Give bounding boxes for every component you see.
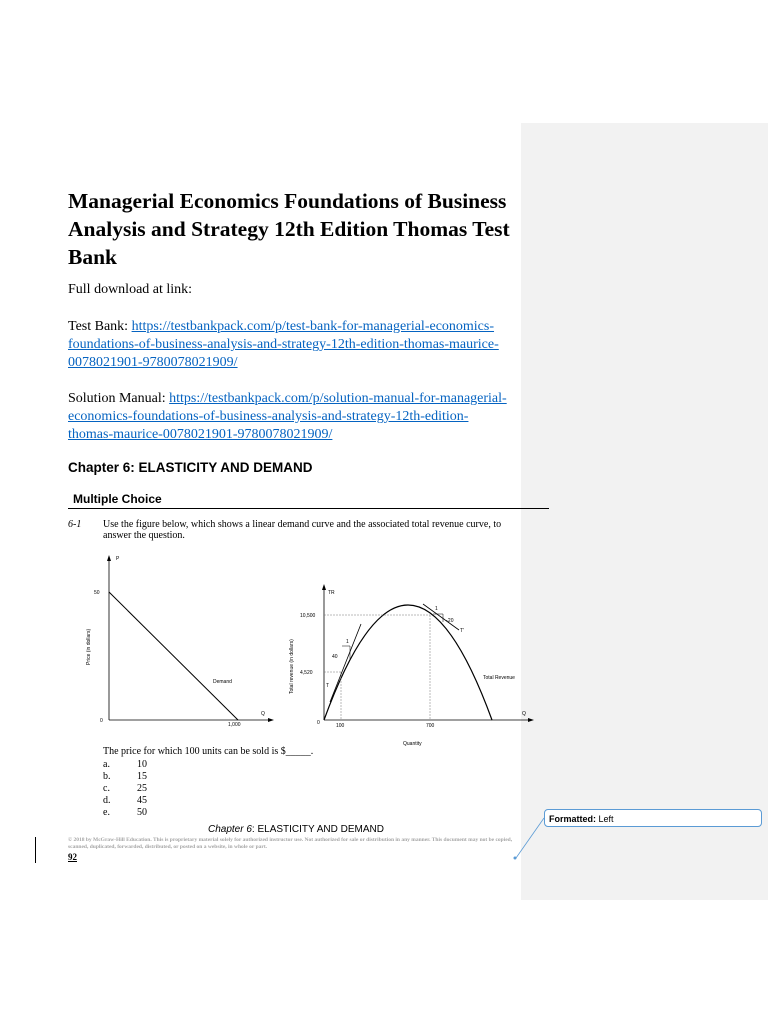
tangent-right	[423, 604, 459, 630]
revenue-panel	[289, 584, 534, 747]
slope-left-rise-label: 40	[332, 654, 338, 660]
demand-x-arrow	[268, 718, 274, 722]
demand-origin: 0	[100, 718, 103, 724]
change-bar	[35, 837, 36, 863]
revenue-x-label: Quantity	[403, 741, 422, 747]
comment-value: Left	[596, 814, 614, 824]
question-text: Use the figure below, which shows a linear demand curve and the associated total revenue curve, to answer the question.	[103, 519, 502, 541]
revenue-y-arrow	[322, 584, 326, 590]
demand-curve	[109, 592, 238, 720]
solution-manual-label: Solution Manual:	[68, 391, 170, 406]
slope-right-run-label: 1	[435, 606, 438, 612]
test-bank-label: Test Bank:	[68, 319, 132, 334]
option-value-c: 25	[137, 783, 147, 794]
page-number: 92	[68, 852, 77, 862]
document-title: Managerial Economics Foundations of Business Analysis and Strategy 12th Edition Thomas Test Bank	[68, 189, 510, 269]
tangent-left	[330, 624, 361, 702]
footer-chapter-rest: : ELASTICITY AND DEMAND	[251, 824, 384, 835]
footer-chapter-italic: Chapter 6	[208, 824, 252, 835]
option-value-d: 45	[137, 795, 147, 806]
revenue-y-tick-10500: 10,500	[300, 613, 316, 619]
question-prompt: The price for which 100 units can be sold is $_____.	[103, 746, 314, 757]
option-value-b: 15	[137, 771, 147, 782]
option-letter-b: b.	[103, 771, 111, 782]
revenue-tr-symbol: TR	[328, 590, 335, 596]
point-t-prime-label: T'	[460, 628, 465, 634]
option-letter-a: a.	[103, 759, 110, 770]
footer-chapter-title	[208, 824, 384, 835]
solution-manual-link[interactable]: https://testbankpack.com/p/solution-manual-for-managerial-economics-foundations-of-business-analysis-and-strategy-12th-edition-thomas-maurice-0078021901-9780078021909/	[68, 391, 507, 442]
slope-right-rise-label: −20	[445, 618, 454, 624]
option-letter-d: d.	[103, 795, 111, 806]
option-value-e: 50	[137, 807, 147, 818]
demand-x-tick-1000: 1,000	[228, 722, 241, 728]
chapter-heading: Chapter 6: ELASTICITY AND DEMAND	[68, 460, 313, 475]
demand-y-arrow	[107, 555, 111, 561]
demand-revenue-figure	[78, 552, 538, 748]
demand-y-label: Price (in dollars)	[86, 628, 92, 665]
revenue-x-tick-100: 100	[336, 723, 345, 729]
revenue-x-arrow	[528, 718, 534, 722]
option-letter-e: e.	[103, 807, 110, 818]
question-number: 6-1	[68, 519, 82, 530]
revenue-y-tick-4520: 4,520	[300, 670, 313, 676]
multiple-choice-heading: Multiple Choice	[73, 492, 162, 506]
total-revenue-curve	[324, 605, 492, 720]
option-letter-c: c.	[103, 783, 110, 794]
comment-pane	[521, 123, 768, 900]
comment-label: Formatted:	[549, 814, 596, 824]
total-revenue-label: Total Revenue	[483, 675, 515, 681]
option-value-a: 10	[137, 759, 147, 770]
demand-y-tick-50: 50	[94, 590, 100, 596]
revenue-origin: 0	[317, 720, 320, 726]
revenue-q-symbol: Q	[522, 711, 526, 717]
demand-panel	[86, 555, 274, 728]
point-t-label: T	[326, 683, 330, 689]
revenue-x-tick-700: 700	[426, 723, 435, 729]
demand-curve-label: Demand	[213, 679, 232, 685]
section-divider	[68, 508, 549, 509]
full-download-text: Full download at link:	[68, 282, 193, 297]
demand-q-symbol: Q	[261, 711, 265, 717]
test-bank-paragraph	[68, 318, 513, 372]
demand-p-symbol: P	[116, 556, 120, 562]
slope-left-run-label: 1	[346, 639, 349, 645]
formatting-comment-balloon[interactable]	[544, 809, 762, 827]
revenue-y-label: Total revenue (in dollars)	[289, 639, 295, 694]
copyright-notice: © 2018 by McGraw-Hill Education. This is proprietary material solely for authorized instructor use. Not authorized for sale or distribution in any manner. This document may not be copied, scanned, duplicated, forwarded, distributed, or posted on a website, in whole or part.	[68, 837, 513, 850]
test-bank-link[interactable]: https://testbankpack.com/p/test-bank-for-managerial-economics-foundations-of-business-analysis-and-strategy-12th-edition-thomas-maurice-0078021901-9780078021909/	[68, 319, 499, 370]
solution-manual-paragraph	[68, 390, 513, 444]
